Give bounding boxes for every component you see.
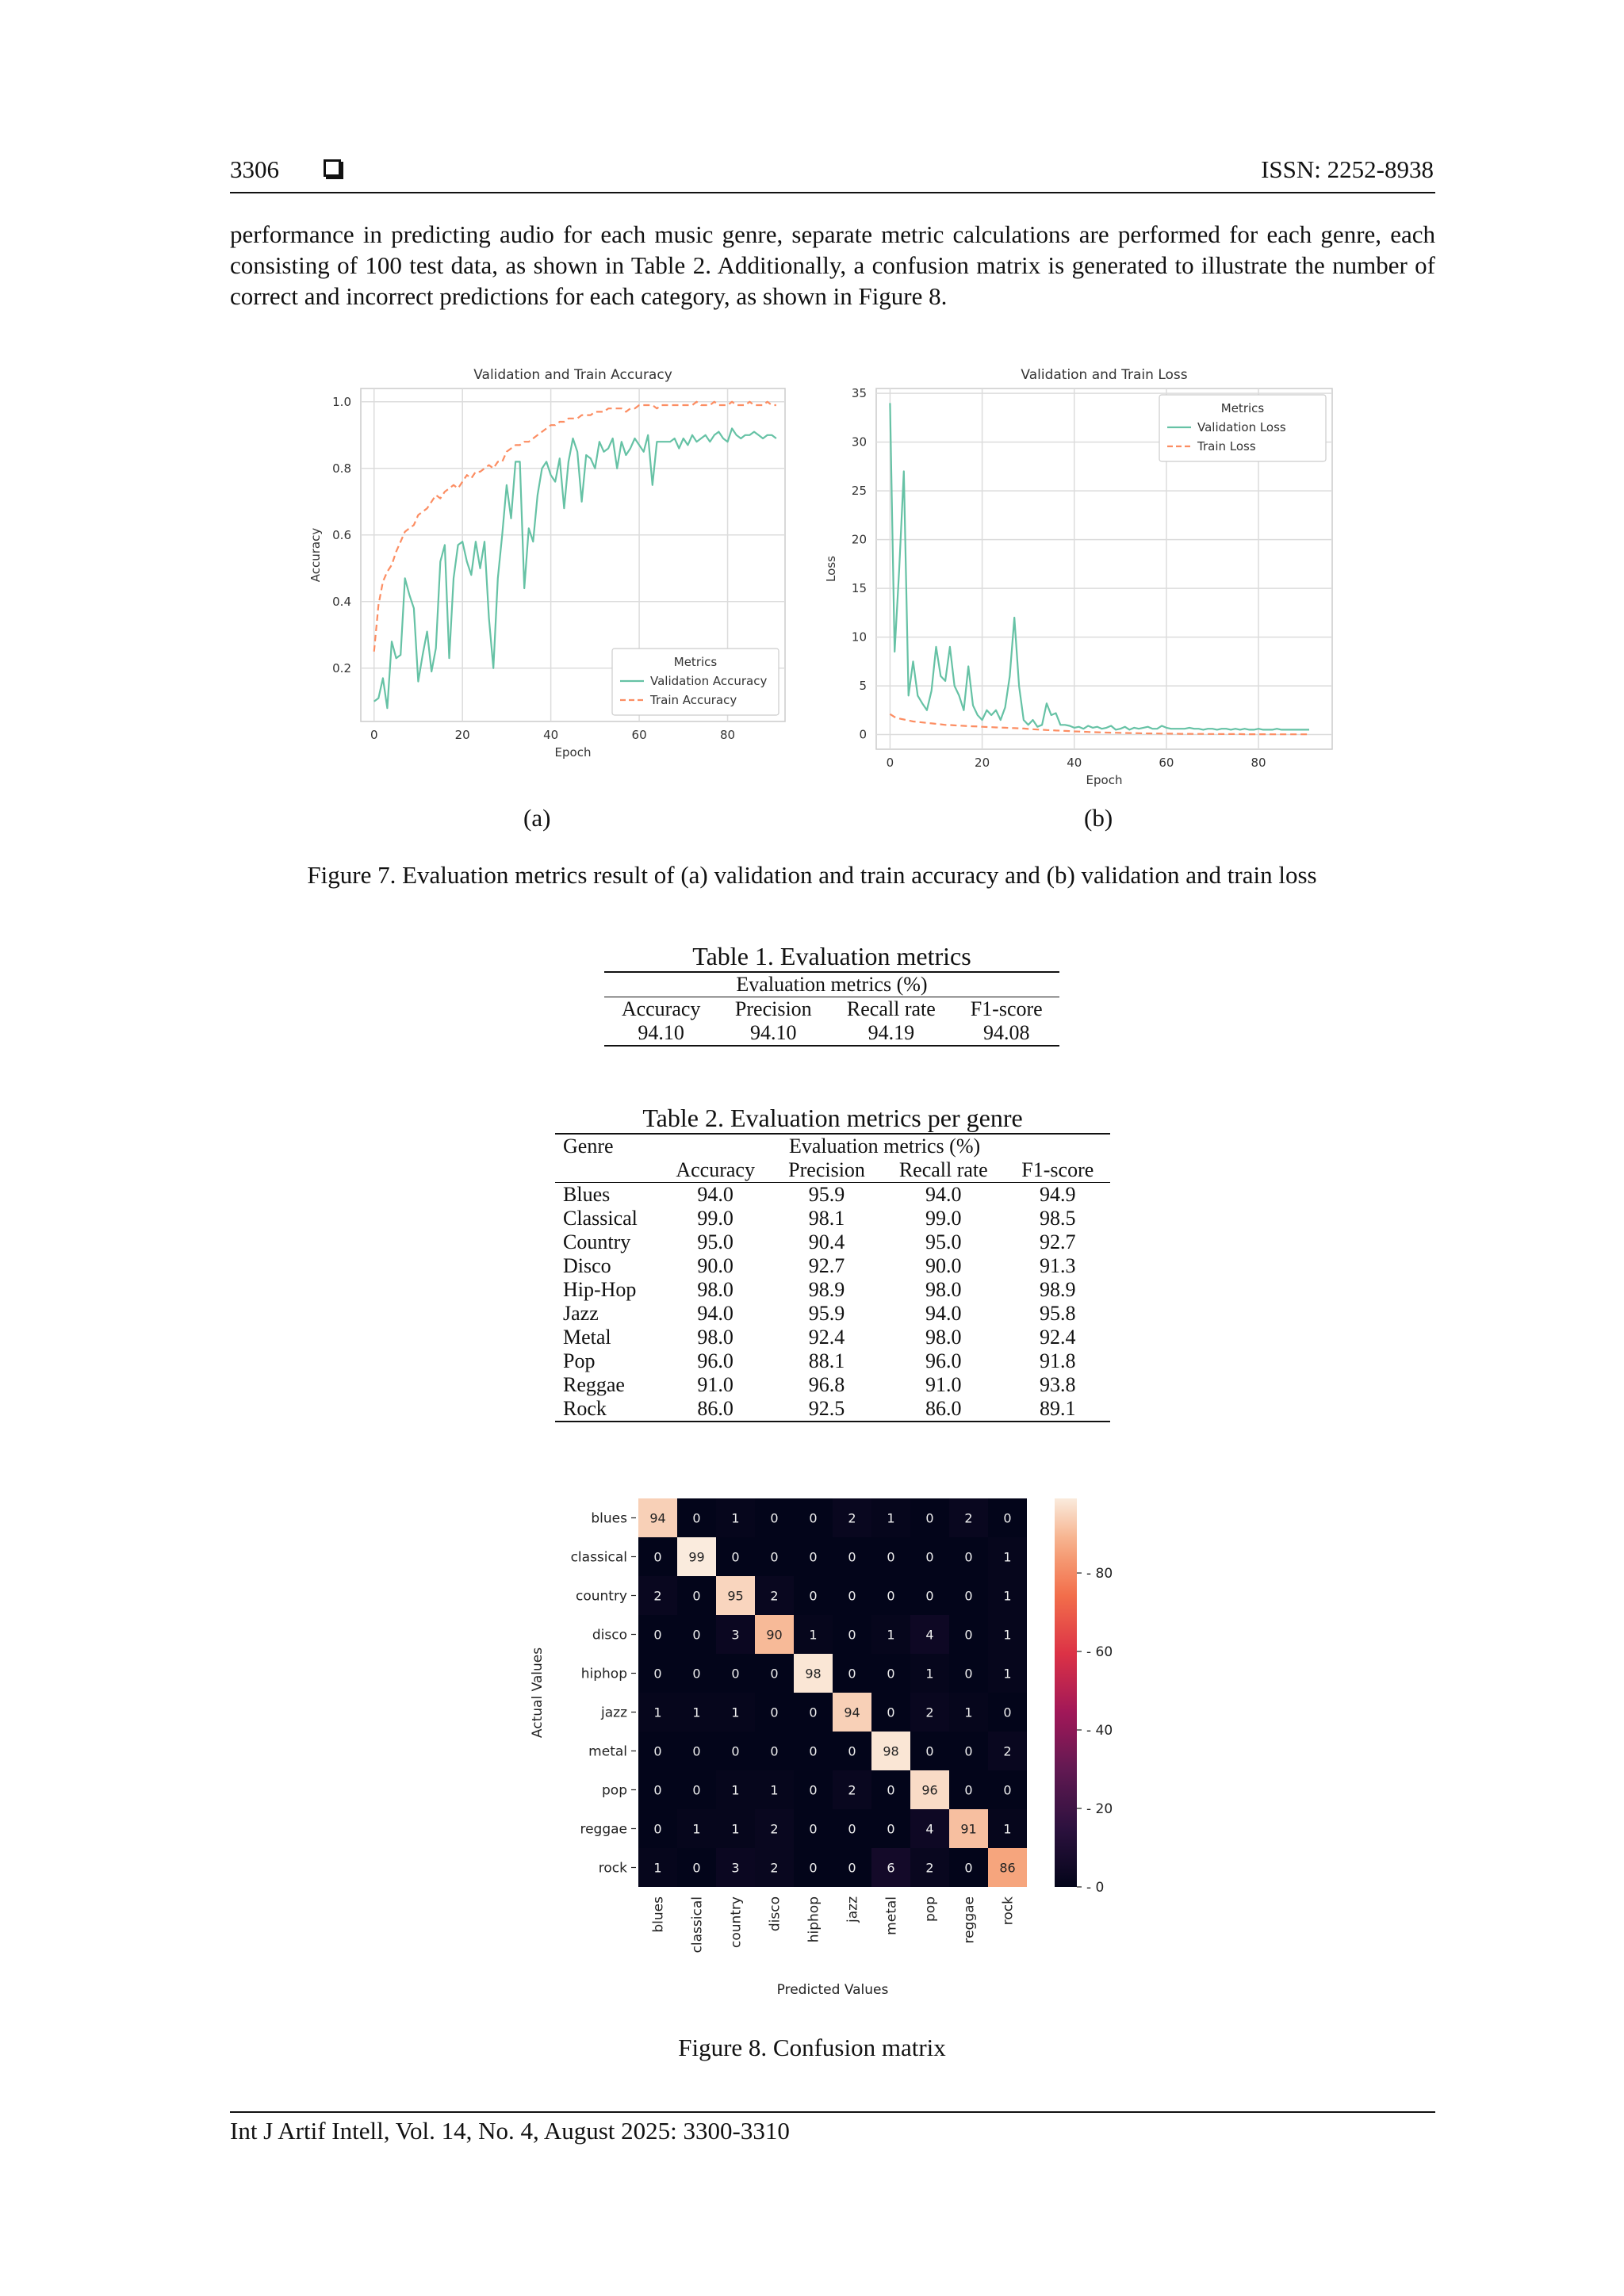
metric-cell: 98.0: [925, 1326, 962, 1349]
metric-cell: 94.9: [1040, 1183, 1076, 1206]
metric-cell: 96.0: [697, 1349, 733, 1372]
y-tick-label: 0.8: [332, 461, 351, 476]
cell-value: 0: [653, 1549, 662, 1565]
metric-cell: 91.0: [925, 1373, 962, 1396]
cell-value: 0: [925, 1743, 934, 1759]
cell-value: 0: [887, 1782, 895, 1798]
col-label: hiphop: [806, 1896, 822, 1943]
metric-cell: 91.3: [1040, 1254, 1076, 1277]
page-number: 3306: [230, 155, 279, 183]
x-tick-label: 80: [1251, 756, 1266, 770]
x-tick-label: 60: [1159, 756, 1174, 770]
genre-cell: Jazz: [563, 1302, 599, 1325]
colorbar-tick-label: - 60: [1086, 1644, 1113, 1661]
table2-genre-header: Genre: [555, 1134, 659, 1183]
cell-value: 0: [1003, 1782, 1012, 1798]
table-row: [555, 1278, 1110, 1302]
cell-value: 0: [770, 1549, 779, 1565]
metric-cell: 86.0: [925, 1397, 962, 1420]
cell-value: 94: [844, 1705, 860, 1720]
table-row: [555, 1326, 1110, 1349]
y-tick-label: 20: [851, 532, 867, 547]
y-tick-label: 25: [851, 484, 867, 499]
cell-value: 4: [925, 1627, 934, 1643]
legend-label: Validation Accuracy: [650, 674, 768, 688]
cell-value: 0: [653, 1782, 662, 1798]
cell-value: 0: [964, 1743, 973, 1759]
table2-caption: Table 2. Evaluation metrics per genre: [642, 1104, 1023, 1132]
row-label: classical: [570, 1549, 627, 1566]
metric-cell: 92.7: [1040, 1230, 1076, 1253]
colorbar: [1055, 1498, 1077, 1887]
table1-cell: 94.19: [868, 1021, 915, 1044]
figure8-caption: Figure 8. Confusion matrix: [678, 2034, 946, 2061]
y-tick-label: 1.0: [332, 394, 351, 409]
cell-value: 0: [964, 1666, 973, 1682]
cell-value: 1: [809, 1627, 818, 1643]
cell-value: 1: [1003, 1549, 1012, 1565]
metric-cell: 98.9: [808, 1278, 845, 1301]
table1-cell: 94.10: [750, 1021, 797, 1044]
metric-cell: 92.4: [808, 1326, 845, 1349]
metric-cell: 95.0: [925, 1230, 962, 1253]
cell-value: 2: [770, 1860, 779, 1876]
cell-value: 0: [964, 1627, 973, 1643]
row-label: pop: [602, 1782, 627, 1799]
cell-value: 0: [848, 1549, 856, 1565]
cell-value: 0: [809, 1821, 818, 1837]
genre-cell: Metal: [563, 1326, 611, 1349]
metric-cell: 90.0: [697, 1254, 733, 1277]
col-label: rock: [1000, 1896, 1017, 1926]
metric-cell: 88.1: [808, 1349, 845, 1372]
footer-citation: Int J Artif Intell, Vol. 14, No. 4, August 2025: 3300-3310: [230, 2117, 790, 2145]
table2-header: Precision: [788, 1158, 865, 1181]
cell-value: 0: [731, 1743, 740, 1759]
table-row: [555, 1349, 1110, 1373]
genre-cell: Disco: [563, 1254, 611, 1277]
cell-value: 91: [960, 1821, 977, 1837]
table1-header: Precision: [734, 997, 812, 1020]
table1-header: Accuracy: [621, 997, 701, 1020]
cell-value: 2: [848, 1510, 856, 1526]
table-row: [555, 1230, 1110, 1254]
cell-value: 0: [809, 1743, 818, 1759]
cell-value: 98: [805, 1666, 822, 1682]
cell-value: 2: [848, 1782, 856, 1798]
metric-cell: 93.8: [1040, 1373, 1076, 1396]
table2-header: Accuracy: [676, 1158, 755, 1181]
x-tick-label: 0: [886, 756, 894, 770]
cell-value: 0: [848, 1666, 856, 1682]
table1-cell: 94.10: [638, 1021, 684, 1044]
metric-cell: 98.0: [697, 1326, 733, 1349]
cell-value: 0: [925, 1510, 934, 1526]
table2-header: F1-score: [1021, 1158, 1094, 1181]
cell-value: 1: [925, 1666, 934, 1682]
subfigure-label-a: (a): [523, 804, 551, 832]
legend-label: Train Accuracy: [650, 693, 737, 707]
cell-value: 0: [1003, 1705, 1012, 1720]
cell-value: 1: [1003, 1627, 1012, 1643]
genre-cell: Country: [563, 1230, 631, 1253]
cell-value: 0: [731, 1666, 740, 1682]
cell-value: 1: [731, 1821, 740, 1837]
metric-cell: 98.0: [925, 1278, 962, 1301]
genre-cell: Pop: [563, 1349, 596, 1372]
table1-cell: 94.08: [982, 1021, 1030, 1044]
chart-title: Validation and Train Accuracy: [473, 367, 672, 383]
cell-value: 0: [809, 1510, 818, 1526]
box-icon: [324, 159, 341, 177]
confusion-matrix: [519, 1490, 1233, 2014]
metric-cell: 86.0: [697, 1397, 733, 1420]
metric-cell: 96.0: [925, 1349, 962, 1372]
cell-value: 1: [692, 1705, 701, 1720]
metric-cell: 89.1: [1040, 1397, 1076, 1420]
row-label: metal: [588, 1743, 627, 1760]
cell-value: 99: [688, 1549, 705, 1565]
cell-value: 1: [964, 1705, 973, 1720]
row-label: jazz: [601, 1705, 627, 1721]
cell-value: 0: [809, 1782, 818, 1798]
genre-cell: Hip-Hop: [563, 1278, 637, 1301]
colorbar-tick-label: - 0: [1086, 1880, 1105, 1896]
x-axis-label: Epoch: [1086, 773, 1123, 787]
cell-value: 0: [692, 1588, 701, 1604]
cell-value: 0: [809, 1549, 818, 1565]
cell-value: 0: [887, 1588, 895, 1604]
metric-cell: 94.0: [697, 1183, 733, 1206]
cell-value: 2: [925, 1705, 934, 1720]
legend-label: Train Loss: [1197, 439, 1256, 453]
metric-cell: 91.0: [697, 1373, 733, 1396]
table2: [555, 1133, 1110, 1422]
table1-group-header: Evaluation metrics (%): [604, 972, 1059, 997]
cell-value: 0: [848, 1588, 856, 1604]
cell-value: 0: [770, 1705, 779, 1720]
cell-value: 86: [999, 1860, 1016, 1876]
y-axis-label: Accuracy: [308, 527, 323, 583]
cell-value: 0: [848, 1627, 856, 1643]
cell-value: 4: [925, 1821, 934, 1837]
colorbar-tick-label: - 40: [1086, 1723, 1113, 1739]
metric-cell: 94.0: [697, 1302, 733, 1325]
metric-cell: 98.1: [808, 1207, 845, 1230]
legend-title: Metrics: [1220, 401, 1265, 415]
cell-value: 1: [1003, 1821, 1012, 1837]
metric-cell: 96.8: [808, 1373, 845, 1396]
cell-value: 0: [1003, 1510, 1012, 1526]
genre-cell: Blues: [563, 1183, 611, 1206]
y-axis-label: Actual Values: [530, 1647, 546, 1739]
cell-value: 0: [653, 1627, 662, 1643]
cell-value: 3: [731, 1627, 740, 1643]
cell-value: 0: [692, 1782, 701, 1798]
row-label: blues: [591, 1510, 627, 1527]
loss-chart: [824, 361, 1384, 805]
cell-value: 96: [921, 1782, 938, 1798]
metric-cell: 99.0: [925, 1207, 962, 1230]
cell-value: 0: [887, 1666, 895, 1682]
genre-cell: Classical: [563, 1207, 638, 1230]
cell-value: 0: [848, 1860, 856, 1876]
cell-value: 0: [964, 1588, 973, 1604]
cell-value: 1: [887, 1627, 895, 1643]
y-tick-label: 35: [851, 386, 867, 401]
header-rule: [230, 192, 1435, 193]
legend-label: Validation Loss: [1197, 420, 1286, 434]
legend-title: Metrics: [673, 655, 718, 669]
footer-rule: [230, 2111, 1435, 2113]
col-label: blues: [650, 1896, 667, 1933]
x-tick-label: 20: [454, 728, 470, 742]
cell-value: 0: [964, 1549, 973, 1565]
accuracy-chart: [289, 361, 797, 773]
metric-cell: 95.0: [697, 1230, 733, 1253]
cell-value: 2: [925, 1860, 934, 1876]
cell-value: 0: [770, 1510, 779, 1526]
genre-cell: Reggae: [563, 1373, 625, 1396]
x-tick-label: 80: [720, 728, 736, 742]
table1-header: F1-score: [970, 997, 1043, 1020]
cell-value: 0: [770, 1743, 779, 1759]
col-label: disco: [767, 1896, 783, 1932]
cell-value: 1: [653, 1705, 662, 1720]
genre-cell: Rock: [563, 1397, 607, 1420]
x-axis-label: Epoch: [554, 745, 592, 760]
cell-value: 0: [848, 1821, 856, 1837]
cell-value: 0: [692, 1627, 701, 1643]
cell-value: 0: [809, 1705, 818, 1720]
row-label: reggae: [580, 1821, 627, 1838]
cell-value: 2: [770, 1588, 779, 1604]
y-tick-label: 10: [851, 629, 867, 645]
cell-value: 0: [692, 1510, 701, 1526]
table-row: [555, 1302, 1110, 1326]
metric-cell: 98.5: [1040, 1207, 1076, 1230]
cell-value: 1: [887, 1510, 895, 1526]
y-tick-label: 0.6: [332, 527, 351, 542]
table-row: [555, 1397, 1110, 1422]
cell-value: 1: [770, 1782, 779, 1798]
table-row: [555, 1207, 1110, 1230]
cell-value: 0: [925, 1549, 934, 1565]
cell-value: 3: [731, 1860, 740, 1876]
subfigure-label-b: (b): [1084, 804, 1113, 832]
table1-caption: Table 1. Evaluation metrics: [692, 942, 971, 970]
col-label: metal: [883, 1896, 900, 1935]
table2-group-header: Evaluation metrics (%): [789, 1135, 981, 1158]
chart-title: Validation and Train Loss: [1021, 367, 1188, 383]
metric-cell: 99.0: [697, 1207, 733, 1230]
cell-value: 0: [692, 1860, 701, 1876]
cell-value: 0: [887, 1549, 895, 1565]
cell-value: 0: [925, 1588, 934, 1604]
metric-cell: 98.9: [1040, 1278, 1076, 1301]
x-tick-label: 20: [975, 756, 990, 770]
table2-header: Recall rate: [898, 1158, 988, 1181]
cell-value: 1: [1003, 1666, 1012, 1682]
cell-value: 0: [964, 1782, 973, 1798]
cell-value: 0: [848, 1743, 856, 1759]
x-axis-label: Predicted Values: [776, 1982, 889, 1998]
y-axis-label: Loss: [824, 556, 838, 582]
col-label: jazz: [845, 1896, 861, 1923]
table-row: [555, 1254, 1110, 1278]
cell-value: 2: [770, 1821, 779, 1837]
cell-value: 6: [887, 1860, 895, 1876]
cell-value: 90: [766, 1627, 783, 1643]
x-tick-label: 40: [1067, 756, 1082, 770]
metric-cell: 90.0: [925, 1254, 962, 1277]
col-label: pop: [922, 1896, 939, 1922]
cell-value: 0: [653, 1821, 662, 1837]
cell-value: 1: [731, 1510, 740, 1526]
cell-value: 0: [653, 1666, 662, 1682]
cell-value: 2: [1003, 1743, 1012, 1759]
cell-value: 0: [809, 1860, 818, 1876]
metric-cell: 95.9: [808, 1302, 845, 1325]
y-tick-label: 5: [859, 679, 867, 694]
cell-value: 0: [887, 1705, 895, 1720]
cell-value: 98: [883, 1743, 899, 1759]
cell-value: 0: [692, 1666, 701, 1682]
table-row: [555, 1183, 1110, 1207]
cell-value: 0: [770, 1666, 779, 1682]
metric-cell: 98.0: [697, 1278, 733, 1301]
col-label: reggae: [961, 1896, 978, 1944]
cell-value: 1: [692, 1821, 701, 1837]
y-tick-label: 0.2: [332, 660, 351, 675]
y-tick-label: 0.4: [332, 594, 351, 609]
y-tick-label: 30: [851, 434, 867, 450]
cell-value: 0: [692, 1743, 701, 1759]
metric-cell: 94.0: [925, 1183, 962, 1206]
cell-value: 1: [731, 1705, 740, 1720]
body-paragraph: performance in predicting audio for each music genre, separate metric calculations are performed for each genre, each consisting of 100 test data, as shown in Table 2. Additionally, a confusion matrix is generated to illustrate the number of correct and incorrect predictions for each category, as shown in Figure 8.: [230, 220, 1435, 310]
metric-cell: 94.0: [925, 1302, 962, 1325]
metric-cell: 92.5: [808, 1397, 845, 1420]
x-tick-label: 60: [631, 728, 647, 742]
cell-value: 95: [727, 1588, 744, 1604]
metric-cell: 95.8: [1040, 1302, 1076, 1325]
y-tick-label: 15: [851, 581, 867, 596]
cell-value: 0: [809, 1588, 818, 1604]
cell-value: 2: [653, 1588, 662, 1604]
metric-cell: 95.9: [808, 1183, 845, 1206]
colorbar-tick-label: - 20: [1086, 1801, 1113, 1818]
col-label: classical: [689, 1896, 706, 1954]
cell-value: 94: [649, 1510, 666, 1526]
table-row: [555, 1373, 1110, 1397]
cell-value: 2: [964, 1510, 973, 1526]
cell-value: 1: [731, 1782, 740, 1798]
issn: ISSN: 2252-8938: [1261, 155, 1434, 183]
col-label: country: [728, 1896, 745, 1949]
metric-cell: 90.4: [808, 1230, 845, 1253]
cell-value: 0: [653, 1743, 662, 1759]
cell-value: 0: [887, 1821, 895, 1837]
cell-value: 0: [731, 1549, 740, 1565]
x-tick-label: 0: [370, 728, 378, 742]
cell-value: 1: [1003, 1588, 1012, 1604]
table1-header: Recall rate: [846, 997, 936, 1020]
row-label: hiphop: [580, 1666, 627, 1682]
table1: [604, 971, 1059, 1047]
row-label: rock: [598, 1860, 627, 1877]
metric-cell: 92.7: [808, 1254, 845, 1277]
metric-cell: 91.8: [1040, 1349, 1076, 1372]
cell-value: 0: [964, 1860, 973, 1876]
metric-cell: 92.4: [1040, 1326, 1076, 1349]
y-tick-label: 0: [859, 727, 867, 742]
row-label: country: [575, 1588, 627, 1605]
colorbar-tick-label: - 80: [1086, 1566, 1113, 1582]
row-label: disco: [592, 1627, 627, 1644]
figure7-caption: Figure 7. Evaluation metrics result of (a) validation and train accuracy and (b) validation and train loss: [307, 861, 1317, 889]
cell-value: 1: [653, 1860, 662, 1876]
x-tick-label: 40: [543, 728, 559, 742]
